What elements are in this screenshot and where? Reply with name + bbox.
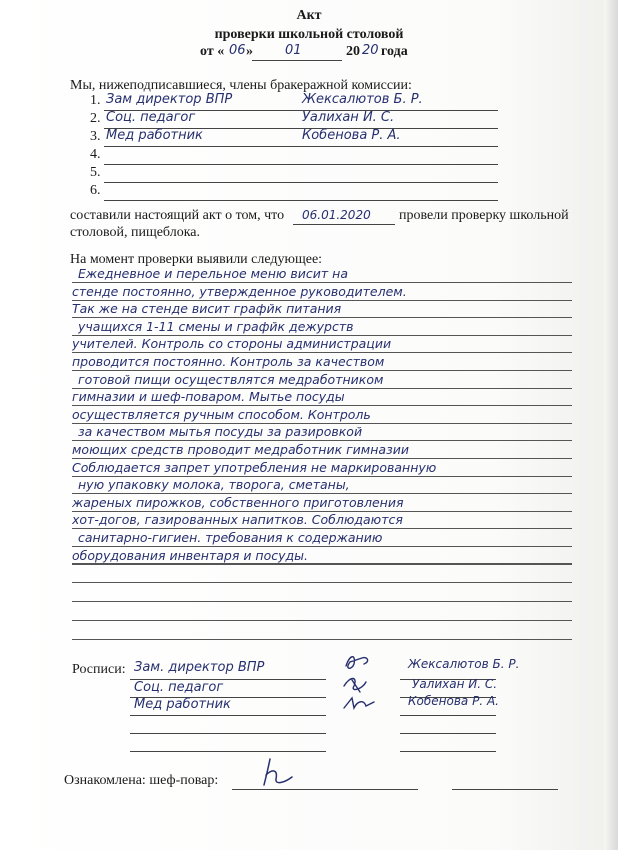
signature-name: Кобенова Р. А. — [408, 694, 499, 708]
finding-line: ную упаковку молока, творога, сметаны, — [78, 477, 350, 492]
chef-signature-mark — [256, 755, 306, 789]
act-date: 06.01.2020 — [302, 208, 371, 222]
date-year-suffix: 20 — [362, 43, 379, 58]
finding-line: за качеством мытья посуды за разировкой — [78, 424, 363, 439]
familiarized-label: Ознакомлена: шеф-повар: — [64, 773, 219, 788]
signature-role: Мед работник — [134, 697, 231, 712]
date-month-line — [252, 60, 342, 61]
signature-mark-3 — [344, 698, 374, 708]
document-subtitle: проверки школьной столовой — [214, 27, 404, 42]
finding-line: осуществляется ручным способом. Контроль — [72, 407, 371, 422]
signature-mark-1 — [346, 657, 368, 669]
signatures-label: Росписи: — [72, 662, 126, 677]
finding-line: Соблюдается запрет употребления не маркированную — [72, 460, 437, 475]
member-role: Мед работник — [106, 128, 203, 143]
commission-intro: Мы, нижеподписавшиеся, члены бракеражной комиссии: — [70, 78, 412, 93]
finding-line: готовой пищи осуществлятся медработником — [78, 372, 384, 387]
signature-mark-2 — [344, 679, 366, 693]
findings-intro: На момент проверки выявили следующее: — [70, 252, 323, 267]
date-month: 01 — [285, 43, 302, 58]
finding-line: моющих средств проводит медработник гимназии — [72, 442, 409, 457]
act-suffix: провели проверку школьной — [399, 208, 569, 223]
finding-line: санитарно-гигиен. требования к содержанию — [78, 530, 383, 545]
member-name: Кобенова Р. А. — [302, 128, 401, 143]
date-year-prefix: 20 — [346, 44, 360, 59]
finding-line: Ежедневное и перельное меню висит на — [78, 266, 348, 281]
date-prefix: от « — [200, 44, 225, 59]
date-day: 06 — [229, 43, 246, 58]
signature-role: Соц. педагог — [134, 680, 224, 695]
member-name: Жексалютов Б. Р. — [302, 92, 423, 107]
member-name: Уалихан И. С. — [302, 110, 395, 125]
member-role: Зам директор ВПР — [106, 92, 233, 107]
act-line2: столовой, пищеблока. — [70, 225, 200, 240]
finding-line: учащихся 1-11 смены и графйк дежурств — [78, 319, 354, 334]
signature-name: Жексалютов Б. Р. — [408, 657, 520, 671]
document-title: Акт — [296, 8, 322, 23]
act-prefix: составили настоящий акт о том, что — [70, 208, 285, 223]
date-suffix: года — [381, 44, 408, 59]
finding-line: оборудования инвентаря и посуды. — [72, 548, 309, 563]
member-role: Соц. педагог — [106, 110, 196, 125]
finding-line: хот-догов, газированных напитков. Соблюдаются — [72, 512, 403, 527]
signature-name: Уалихан И. С. — [412, 677, 498, 691]
finding-line: стенде постоянно, утвержденное руководителем. — [72, 284, 407, 299]
finding-line: проводится постоянно. Контроль за качеством — [72, 354, 385, 369]
finding-line: жареных пирожков, собственного приготовления — [72, 495, 404, 510]
finding-line: учителей. Контроль со стороны администрации — [72, 336, 392, 351]
signature-role: Зам. директор ВПР — [134, 660, 265, 675]
finding-line: гимназии и шеф-поваром. Мытье посуды — [72, 389, 345, 404]
finding-line: Так же на стенде висит графйк питания — [72, 301, 342, 316]
signature-marks — [340, 652, 400, 720]
date-close: » — [246, 44, 253, 59]
page-edge-shadow — [604, 0, 618, 850]
